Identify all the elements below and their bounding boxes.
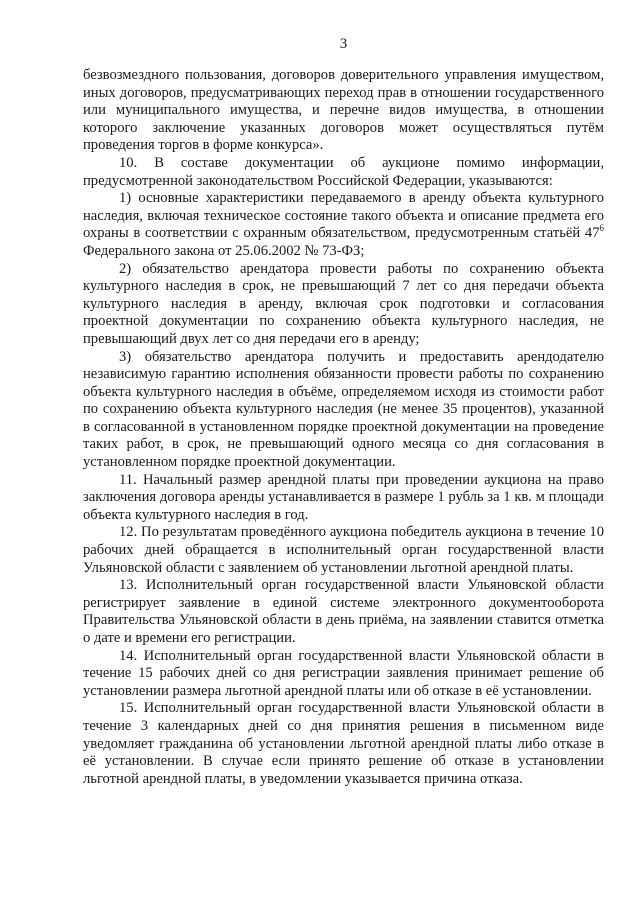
paragraph-10-item-1-text: 1) основные характеристики передаваемого в аренду объекта культурного наследия, включая техническое состояние такого объекта и описание предмета его охраны в соответствии с охранным обязательством, предусмотренным статьёй 47 [83,190,604,242]
paragraph-continuation: безвозмездного пользования, договоров доверительного управления имуществом, иных договоров, предусматривающих переход прав в отношении государственного или муниципального имущества, и перечне видов имущества, в отношении которого заключение указанных договоров может осуществляться путём проведения торгов в форме конкурса». [83,67,604,154]
page-number: 3 [339,36,348,52]
document-body [83,67,604,788]
paragraph-10-item-1 [83,190,604,260]
paragraph-10-item-1-text-after: Федерального закона от 25.06.2002 № 73-ФЗ; [83,242,365,259]
paragraph-11: 11. Начальный размер арендной платы при проведении аукциона на право заключения договора аренды устанавливается в размере 1 рубль за 1 кв. м площади объекта культурного наследия в год. [83,471,604,523]
article-superscript: 6 [599,223,604,234]
paragraph-14: 14. Исполнительный орган государственной власти Ульяновской области в течение 15 рабочих дней со дня регистрации заявления принимает решение об установлении размера льготной арендной платы или об отказе в её установлении. [83,647,604,699]
paragraph-12: 12. По результатам проведённого аукциона победитель аукциона в течение 10 рабочих дней обращается в исполнительный орган государственной власти Ульяновской области с заявлением об установлении льготной арендной платы. [83,524,604,576]
paragraph-13: 13. Исполнительный орган государственной власти Ульяновской области регистрирует заявление в единой системе электронного документооборота Правительства Ульяновской области в день приёма, на заявлении ставится отметка о дате и времени его регистрации. [83,577,604,646]
paragraph-15: 15. Исполнительный орган государственной власти Ульяновской области в течение 3 календарных дней со дня принятия решения в письменном виде уведомляет гражданина об установлении льготной арендной платы либо отказе в её установлении. В случае если принято решение об отказе в установлении льготной арендной платы, в уведомлении указывается причина отказа. [83,700,604,787]
paragraph-10: 10. В составе документации об аукционе помимо информации, предусмотренной законодательством Российской Федерации, указываются: [83,154,604,189]
paragraph-10-item-3: 3) обязательство арендатора получить и предоставить арендодателю независимую гарантию исполнения обязанности провести работы по сохранению объекта культурного наследия в объёме, определяемом исходя из стоимости работ по сохранению объекта культурного наследия (не менее 35 процентов), указанной в согласованной в установленном порядке проектной документации на проведение таких работ, в срок, не превышающий одного месяца со дня согласования в установленном порядке проектной документации. [83,348,604,471]
paragraph-10-item-2: 2) обязательство арендатора провести работы по сохранению объекта культурного наследия в срок, не превышающий 7 лет со дня передачи объекта культурного наследия в аренду, включая срок подготовки и согласования проектной документации по сохранению объекта культурного наследия, не превышающий двух лет со дня передачи его в аренду; [83,260,604,347]
